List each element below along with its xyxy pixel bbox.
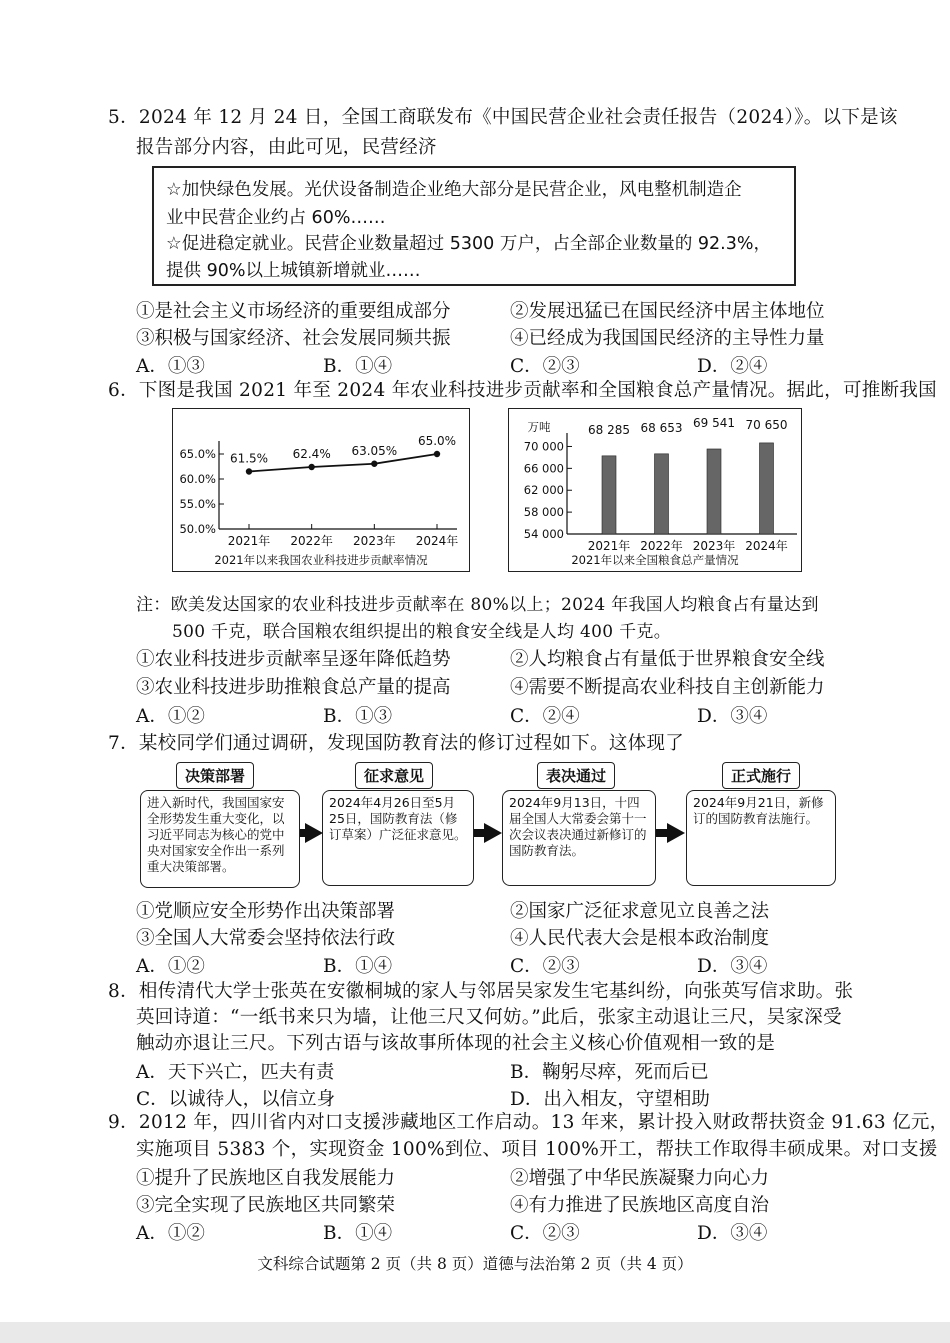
y-tick-label: 60.0% — [179, 472, 216, 486]
q8-choice-d[interactable]: D．出入相友，守望相助 — [510, 1089, 710, 1110]
flow-step-2-title: 征求意见 — [355, 762, 433, 789]
q8-stem-line1: 8．相传清代大学士张英在安徽桐城的家人与邻居吴家发生宅基纠纷，向张英写信求助。张 — [108, 981, 854, 1002]
page-footer: 文科综合试题第 2 页（共 8 页）道德与法治第 2 页（共 4 页） — [257, 1255, 693, 1273]
q6-statement-3: ③农业科技进步助推粮食总产量的提高 — [136, 677, 451, 698]
bar — [655, 454, 669, 534]
q9-statement-2: ②增强了中华民族凝聚力向心力 — [510, 1168, 770, 1189]
bar — [602, 456, 616, 534]
flow-arrow-shaft — [474, 829, 484, 837]
q9-choice-d[interactable]: D．③④ — [697, 1223, 768, 1244]
data-label: 69 541 — [693, 415, 735, 430]
data-point — [308, 464, 314, 470]
q7-statement-1: ①党顺应安全形势作出决策部署 — [136, 901, 396, 922]
flow-step-4-title: 正式施行 — [722, 762, 800, 789]
data-label: 61.5% — [229, 451, 269, 466]
y-tick-label: 62 000 — [523, 483, 564, 498]
q9-statement-3: ③完全实现了民族地区共同繁荣 — [136, 1195, 396, 1216]
y-axis-unit: 万吨 — [527, 420, 551, 434]
q5-statement-4: ④已经成为我国国民经济的主导性力量 — [510, 328, 825, 349]
q8-stem-line2: 英回诗道：“一纸书来只为墙，让他三尺又何妨。”此后，张家主动退让三尺，吴家深受 — [136, 1007, 842, 1028]
q6-statement-1: ①农业科技进步贡献率呈逐年降低趋势 — [136, 649, 451, 670]
q5-choice-a[interactable]: A．①③ — [136, 356, 205, 377]
line-chart-title: 2021年以来我国农业科技进步贡献率情况 — [214, 553, 428, 567]
q9-statement-4: ④有力推进了民族地区高度自治 — [510, 1195, 770, 1216]
q6-note-line1: 注：欧美发达国家的农业科技进步贡献率在 80%以上；2024 年我国人均粮食占有量达到 — [136, 595, 819, 615]
x-tick-label: 2022年 — [640, 539, 683, 553]
q5-statement-3: ③积极与国家经济、社会发展同频共振 — [136, 328, 451, 349]
bar — [760, 443, 774, 534]
q7-statement-3: ③全国人大常委会坚持依法行政 — [136, 928, 396, 949]
flow-step-4-box: 2024年9月21日，新修订的国防教育法施行。 — [686, 790, 836, 886]
x-tick-label: 2023年 — [692, 539, 736, 553]
bar — [707, 449, 721, 534]
q8-choice-b[interactable]: B．鞠躬尽瘁，死而后已 — [510, 1062, 709, 1083]
y-tick-label: 65.0% — [179, 447, 216, 461]
y-tick-label: 55.0% — [179, 497, 216, 511]
q8-choice-a[interactable]: A．天下兴亡，匹夫有责 — [136, 1062, 335, 1083]
line-chart-svg — [173, 409, 469, 571]
q8-choice-c[interactable]: C．以诚待人，以信立身 — [136, 1089, 336, 1110]
q5-material-box — [152, 166, 796, 286]
flow-arrow-icon — [305, 823, 323, 843]
data-label: 70 650 — [745, 417, 788, 432]
y-tick-label: 58 000 — [523, 505, 564, 520]
x-tick-label: 2023年 — [353, 534, 396, 548]
data-point — [371, 461, 377, 467]
q6-statement-2: ②人均粮食占有量低于世界粮食安全线 — [510, 649, 825, 670]
q5-choice-b[interactable]: B．①④ — [323, 356, 393, 377]
flow-step-3-box: 2024年9月13日，十四届全国人大常委会第十一次会议表决通过新修订的国防教育法。 — [502, 790, 656, 886]
q9-statement-1: ①提升了民族地区自我发展能力 — [136, 1168, 396, 1189]
q5-box-line: ☆加快绿色发展。光伏设备制造企业绝大部分是民营企业，风电整机制造企 — [166, 180, 742, 200]
flow-arrow-icon — [667, 823, 685, 843]
data-point — [246, 468, 252, 474]
bottom-band — [0, 1322, 950, 1343]
flow-step-3-title: 表决通过 — [537, 762, 615, 789]
q6-note-line2: 500 千克，联合国粮农组织提出的粮食安全线是人均 400 千克。 — [172, 622, 672, 642]
flow-arrow-icon — [484, 823, 502, 843]
q6-line-chart — [172, 408, 470, 572]
q7-choice-c[interactable]: C．②③ — [510, 956, 580, 977]
q5-choice-c[interactable]: C．②③ — [510, 356, 580, 377]
data-label: 65.0% — [417, 434, 457, 448]
flow-step-1-box: 进入新时代，我国国家安全形势发生重大变化，以习近平同志为核心的党中央对国家安全作出一系列重大决策部署。 — [140, 790, 300, 888]
q6-bar-chart — [508, 408, 802, 572]
q9-stem-line2: 实施项目 5383 个，实现资金 100%到位、项目 100%开工，帮扶工作取得丰硕成果。对口支援 — [136, 1139, 938, 1160]
flow-step-1-title: 决策部署 — [176, 762, 254, 789]
q9-choice-b[interactable]: B．①④ — [323, 1223, 393, 1244]
q9-choice-c[interactable]: C．②③ — [510, 1223, 580, 1244]
flow-step-2-box: 2024年4月26日至5月25日，国防教育法（修订草案）广泛征求意见。 — [322, 790, 474, 886]
q7-choice-b[interactable]: B．①④ — [323, 956, 393, 977]
q5-stem-line2: 报告部分内容，由此可见，民营经济 — [136, 137, 437, 158]
q5-box-line: ☆促进稳定就业。民营企业数量超过 5300 万户，占全部企业数量的 92.3%， — [166, 234, 772, 254]
x-tick-label: 2021年 — [587, 539, 631, 553]
y-tick-label: 66 000 — [523, 461, 564, 476]
data-label: 68 285 — [588, 422, 630, 437]
data-label: 63.05% — [351, 443, 398, 458]
x-tick-label: 2024年 — [745, 539, 788, 553]
y-tick-label: 54 000 — [523, 527, 564, 541]
q7-statement-2: ②国家广泛征求意见立良善之法 — [510, 901, 770, 922]
q6-choice-b[interactable]: B．①③ — [323, 706, 393, 727]
q5-box-line: 提供 90%以上城镇新增就业…… — [166, 261, 421, 281]
q7-stem-line1: 7．某校同学们通过调研，发现国防教育法的修订过程如下。这体现了 — [108, 733, 685, 754]
q5-box-line: 业中民营企业约占 60%…… — [166, 208, 386, 228]
q7-choice-d[interactable]: D．③④ — [697, 956, 768, 977]
data-point — [434, 451, 440, 457]
bar-chart-title: 2021年以来全国粮食总产量情况 — [571, 553, 739, 567]
q8-stem-line3: 触动亦退让三尺。下列古语与该故事所体现的社会主义核心价值观相一致的是 — [136, 1033, 776, 1054]
q9-choice-a[interactable]: A．①② — [136, 1223, 205, 1244]
q6-stem-line1: 6．下图是我国 2021 年至 2024 年农业科技进步贡献率和全国粮食总产量情况。据此，可推断我国 — [108, 380, 937, 401]
q6-choice-c[interactable]: C．②④ — [510, 706, 580, 727]
y-tick-label: 50.0% — [179, 522, 216, 536]
q6-choice-a[interactable]: A．①② — [136, 706, 205, 727]
y-tick-label: 70 000 — [523, 439, 564, 454]
bar-chart-svg — [509, 409, 801, 571]
q7-choice-a[interactable]: A．①② — [136, 956, 205, 977]
x-tick-label: 2024年 — [415, 534, 459, 548]
q5-statement-1: ①是社会主义市场经济的重要组成部分 — [136, 301, 451, 322]
data-label: 68 653 — [640, 420, 683, 435]
q5-choice-d[interactable]: D．②④ — [697, 356, 768, 377]
data-label: 62.4% — [292, 447, 331, 461]
q5-statement-2: ②发展迅猛已在国民经济中居主体地位 — [510, 301, 825, 322]
q6-statement-4: ④需要不断提高农业科技自主创新能力 — [510, 677, 825, 698]
q6-choice-d[interactable]: D．③④ — [697, 706, 768, 727]
x-tick-label: 2022年 — [290, 534, 333, 548]
q5-stem-line1: 5．2024 年 12 月 24 日，全国工商联发布《中国民营企业社会责任报告（2024）》。以下是该 — [108, 107, 898, 128]
series-line — [249, 454, 437, 472]
q9-stem-line1: 9．2012 年，四川省内对口支援涉藏地区工作启动。13 年来，累计投入财政帮扶资金 91.63 亿元， — [108, 1112, 949, 1133]
x-tick-label: 2021年 — [227, 534, 271, 548]
q7-statement-4: ④人民代表大会是根本政治制度 — [510, 928, 770, 949]
